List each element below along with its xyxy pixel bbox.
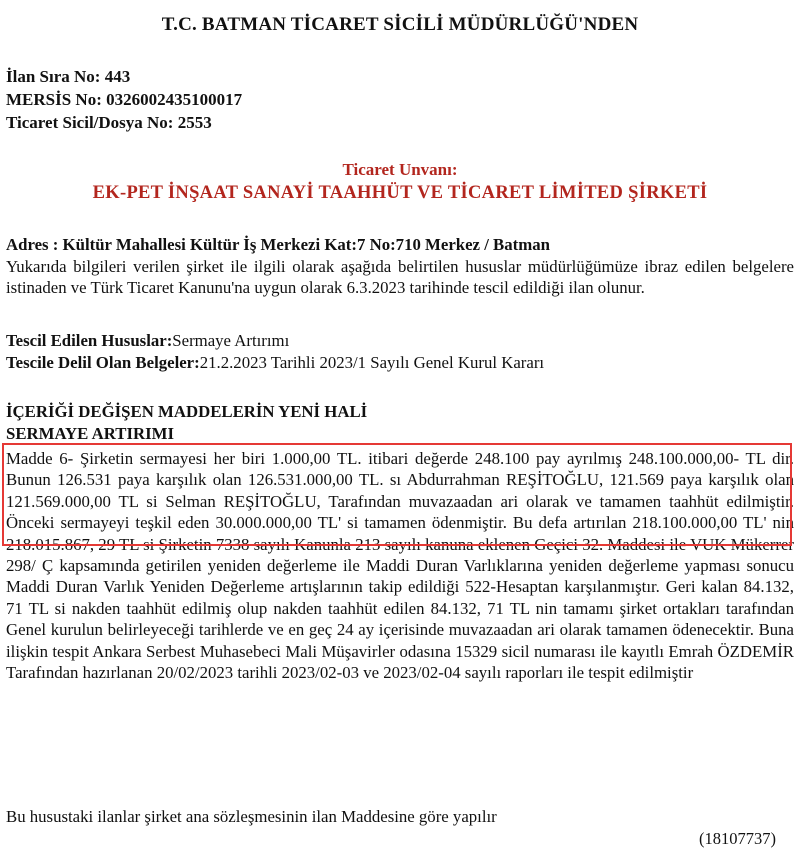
company-title-label: Ticaret Unvanı: (342, 160, 458, 179)
ticaret-sicil-no: Ticaret Sicil/Dosya No: 2553 (6, 113, 212, 132)
intro-paragraph: Yukarıda bilgileri verilen şirket ile ilgili olarak aşağıda belirtilen hususlar müdürlüğümüze ibraz edilen belgelere istinaden ve Türk Ticaret Kanunu'na uygun olarak 6.3.2023 tarihinde tescil edildiği ilan olunur. (6, 257, 794, 298)
notice-number: (18107737) (699, 829, 776, 848)
mersis-no: MERSİS No: 0326002435100017 (6, 90, 243, 109)
registered-matters (6, 330, 794, 351)
registered-matters-value: Sermaye Artırımı (172, 331, 290, 350)
company-address: Adres : Kültür Mahallesi Kültür İş Merkezi Kat:7 No:710 Merkez / Batman (6, 235, 550, 254)
evidence-documents (6, 352, 794, 373)
company-name: EK-PET İNŞAAT SANAYİ TAAHHÜT VE TİCARET LİMİTED ŞİRKETİ (92, 183, 708, 203)
highlight-box (2, 443, 792, 546)
evidence-documents-label: Tescile Delil Olan Belgeler: (6, 353, 200, 372)
section-heading-changed-articles: İÇERİĞİ DEĞİŞEN MADDELERİN YENİ HALİ (6, 402, 368, 421)
article-6-text: Madde 6- Şirketin sermayesi her biri 1.000,00 TL. itibari değerde 248.100 pay ayrılmış 248.100.000,00- TL dir. Bunun 126.531 paya karşılık olan 126.531.000,00 TL. sı Abdurrahman REŞİTOĞLU, 121.569 paya karşılık olan 121.569.000,00 TL si Selman REŞİTOĞLU, Tarafından muvazaadan ari olarak ve tamamen taahhüt edilmiştir. Önceki sermayeyi teşkil eden 30.000.000,00 TL' si tamamen ödenmiştir. Bu defa artırılan 218.100.000,00 TL' nin 218.015.867, 29 TL si Şirketin 7338 sayılı Kanunla 213 sayılı kanuna eklenen Geçici 32. Maddesi ile VUK Mükerrer 298/ Ç kapsamında getirilen yeniden değerleme ile Maddi Duran Varlıklarına yeniden değerleme yapması sonucu Maddi Duran Varlık Yeniden Değerleme artışlarının takip edildiği 522-Hesaptan karşılanmıştır. Geri kalan 84.132, 71 TL si nakden taahhüt edilmiş olup nakden taahhüt edilen 84.132, 71 TL nin tamamı şirket ortakları tarafından Genel kurulun belirleyeceği tarihlerde ve en geç 24 ay içerisinde muvazaadan ari olarak tamamen ödenecektir. Buna ilişkin tespit Ankara Serbest Muhasebeci Mali Müşavirler odasına 15329 sicil numarası ile kayıtlı Emrah ÖZDEMİR Tarafından hazırlanan 20/02/2023 tarihli 2023/02-03 ve 2023/02-04 sayılı raporları ile tespit edilmiştir (6, 449, 794, 683)
section-heading-capital-increase: SERMAYE ARTIRIMI (6, 424, 175, 443)
ilan-sira-no: İlan Sıra No: 443 (6, 67, 131, 86)
registered-matters-label: Tescil Edilen Hususlar: (6, 331, 173, 350)
evidence-documents-value: 21.2.2023 Tarihli 2023/1 Sayılı Genel Kurul Kararı (199, 353, 545, 372)
closing-sentence: Bu husustaki ilanlar şirket ana sözleşmesinin ilan Maddesine göre yapılır (6, 807, 497, 826)
notice-header-title: T.C. BATMAN TİCARET SİCİLİ MÜDÜRLÜĞÜ'NDEN (161, 14, 639, 35)
